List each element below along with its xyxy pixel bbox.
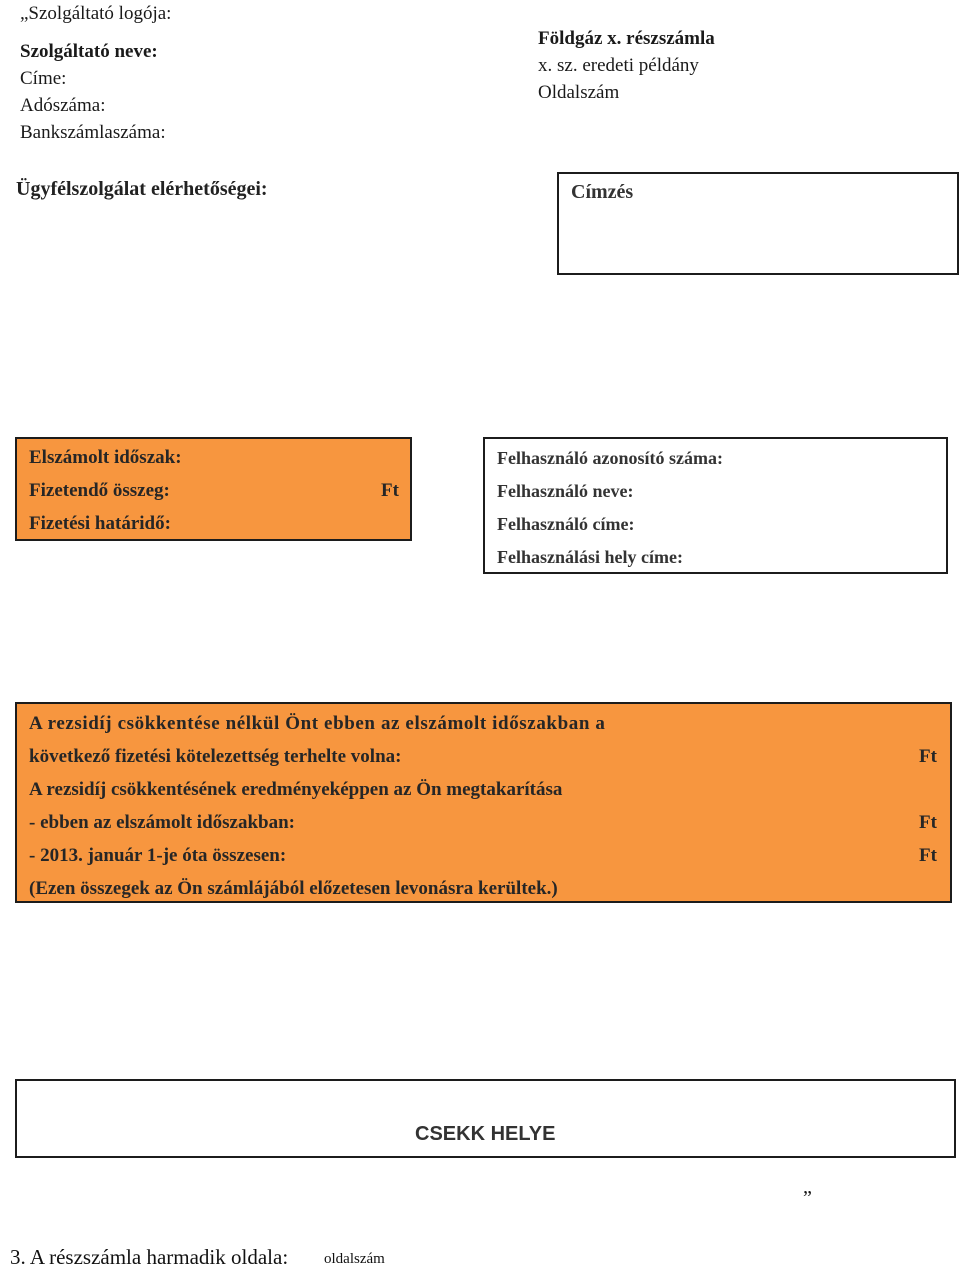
provider-info [20, 0, 171, 146]
closing-quote: ” [803, 1187, 812, 1209]
savings-line-3: A rezsidíj csökkentésének eredményeképpen az Ön megtakarítása [29, 779, 563, 800]
provider-name-label: Szolgáltató neve: [20, 41, 158, 62]
address-box [557, 172, 959, 275]
savings-line-5: - 2013. január 1-je óta összesen: [29, 845, 287, 866]
check-placeholder-box [15, 1079, 956, 1158]
invoice-header [538, 25, 715, 106]
billing-amount-label: Fizetendő összeg: [29, 480, 170, 501]
savings-line-2: következő fizetési kötelezettség terhelte volna: [29, 746, 402, 767]
customer-address-label: Felhasználó címe: [497, 514, 635, 534]
provider-bank-label: Bankszámlaszáma: [20, 122, 166, 143]
savings-line-4-currency: Ft [919, 812, 937, 833]
savings-box [15, 702, 952, 903]
savings-line-5-currency: Ft [919, 845, 937, 866]
billing-amount-currency: Ft [381, 480, 399, 501]
billing-deadline-label: Fizetési határidő: [29, 513, 171, 534]
provider-logo-label: „Szolgáltató logója: [20, 3, 172, 24]
billing-summary-box [15, 437, 412, 541]
footer-page-number: oldalszám [324, 1251, 385, 1267]
savings-line-2-currency: Ft [919, 746, 937, 767]
invoice-page: Oldalszám [538, 82, 620, 103]
footer-label: 3. A részszámla harmadik oldala: [10, 1245, 289, 1269]
provider-tax-label: Adószáma: [20, 95, 106, 116]
customer-info-box [483, 437, 948, 574]
customer-id-label: Felhasználó azonosító száma: [497, 448, 723, 468]
billing-period-label: Elszámolt időszak: [29, 447, 182, 468]
address-box-label: Címzés [571, 181, 634, 203]
invoice-copy: x. sz. eredeti példány [538, 55, 699, 76]
service-contacts-heading: Ügyfélszolgálat elérhetőségei: [16, 178, 268, 200]
savings-line-1: A rezsidíj csökkentése nélkül Önt ebben az elszámolt időszakban a [29, 713, 606, 734]
invoice-title: Földgáz x. részszámla [538, 28, 715, 49]
savings-line-4: - ebben az elszámolt időszakban: [29, 812, 295, 833]
consumption-site-label: Felhasználási hely címe: [497, 547, 683, 567]
savings-line-6: (Ezen összegek az Ön számlájából előzetesen levonásra kerültek.) [29, 878, 558, 899]
customer-name-label: Felhasználó neve: [497, 481, 634, 501]
check-placeholder-label: CSEKK HELYE [415, 1123, 556, 1145]
provider-address-label: Címe: [20, 68, 67, 89]
